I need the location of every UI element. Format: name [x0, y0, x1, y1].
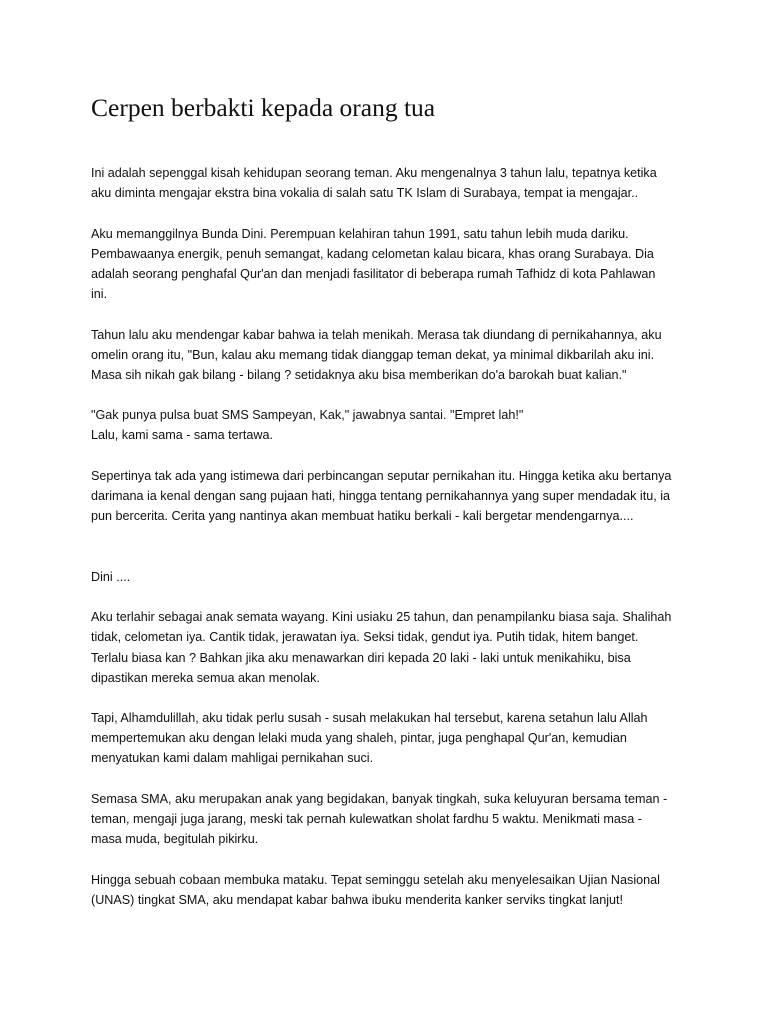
text-line: tidak, celometan iya. Cantik tidak, jerawatan iya. Seksi tidak, gendut iya. Putih tidak, hitem banget. — [91, 630, 639, 645]
text-line: Dini .... — [91, 569, 131, 584]
text-line: adalah seorang penghafal Qur'an dan menjadi fasilitator di beberapa rumah Tafhidz di kota Pahlawan — [91, 266, 656, 281]
text-line: Pembawaanya energik, penuh semangat, kadang celometan kalau bicara, khas orang Surabaya. Dia — [91, 246, 654, 261]
text-line: masa muda, begitulah pikirku. — [91, 832, 259, 847]
paragraph-conversation — [91, 466, 681, 527]
text-line: Semasa SMA, aku merupakan anak yang begidakan, banyak tingkah, suka keluyuran bersama teman - — [91, 791, 668, 806]
text-line: mempertemukan aku dengan lelaki muda yang shaleh, pintar, juga penghapal Qur'an, kemudian — [91, 731, 627, 746]
document-page — [91, 0, 681, 1024]
document-body — [91, 163, 681, 930]
text-line: Terlalu biasa kan ? Bahkan jika aku menawarkan diri kepada 20 laki - laki untuk menikahiku, bisa — [91, 650, 631, 665]
text-line: (UNAS) tingkat SMA, aku mendapat kabar bahwa ibuku menderita kanker serviks tingkat lanjut! — [91, 892, 623, 907]
text-line: omelin orang itu, "Bun, kalau aku memang tidak dianggap teman dekat, ya minimal dikbarilah aku ini. — [91, 347, 655, 362]
text-line: Masa sih nikah gak bilang - bilang ? setidaknya aku bisa memberikan do'a barokah buat kalian." — [91, 367, 627, 382]
text-line: "Gak punya pulsa buat SMS Sampeyan, Kak," jawabnya santai. "Empret lah!" — [91, 408, 524, 423]
text-line: Tahun lalu aku mendengar kabar bahwa ia telah menikah. Merasa tak diundang di pernikahannya, aku — [91, 327, 662, 342]
text-line: Aku terlahir sebagai anak semata wayang. Kini usiaku 25 tahun, dan penampilanku biasa saja. Shalihah — [91, 610, 672, 625]
paragraph-trial — [91, 870, 681, 910]
paragraph-alhamdulillah — [91, 708, 681, 769]
text-line: dipastikan mereka semua akan menolak. — [91, 670, 320, 685]
paragraph-married-news — [91, 325, 681, 386]
document-title: Cerpen berbakti kepada orang tua — [91, 93, 436, 122]
text-line: Sepertinya tak ada yang istimewa dari perbincangan seputar pernikahan itu. Hingga ketika aku bertanya — [91, 468, 672, 483]
paragraph-reply — [91, 405, 681, 445]
text-line: darimana ia kenal dengan sang pujaan hati, hingga tentang pernikahannya yang super mendadak itu, ia — [91, 489, 671, 503]
text-line: Aku memanggilnya Bunda Dini. Perempuan kelahiran tahun 1991, satu tahun lebih muda dariku. — [91, 226, 629, 241]
text-line: aku diminta mengajar ekstra bina vokalia di salah satu TK Islam di Surabaya, tempat ia mengajar.. — [91, 186, 639, 201]
text-line: Ini adalah sepenggal kisah kehidupan seorang teman. Aku mengenalnya 3 tahun lalu, tepatnya ketika — [91, 166, 657, 180]
paragraph-self-description — [91, 607, 681, 688]
text-line: menyatukan kami dalam mahligai pernikahan suci. — [91, 751, 374, 766]
text-line: pun bercerita. Cerita yang nantinya akan membuat hatiku berkali - kali bergetar mendengarnya.... — [91, 509, 634, 524]
text-line: Tapi, Alhamdulillah, aku tidak perlu susah - susah melakukan hal tersebut, karena setahun lalu Allah — [91, 711, 648, 726]
paragraph-dini-heading — [91, 567, 681, 587]
paragraph-sma — [91, 789, 681, 850]
paragraph-bunda-dini — [91, 224, 681, 305]
text-line: Lalu, kami sama - sama tertawa. — [91, 428, 273, 443]
text-line: ini. — [91, 287, 108, 302]
text-line: teman, mengaji juga jarang, meski tak pernah kulewatkan sholat fardhu 5 waktu. Menikmati masa - — [91, 812, 642, 827]
paragraph-intro — [91, 163, 681, 203]
text-line: Hingga sebuah cobaan membuka mataku. Tepat seminggu setelah aku menyelesaikan Ujian Nasional — [91, 872, 660, 887]
